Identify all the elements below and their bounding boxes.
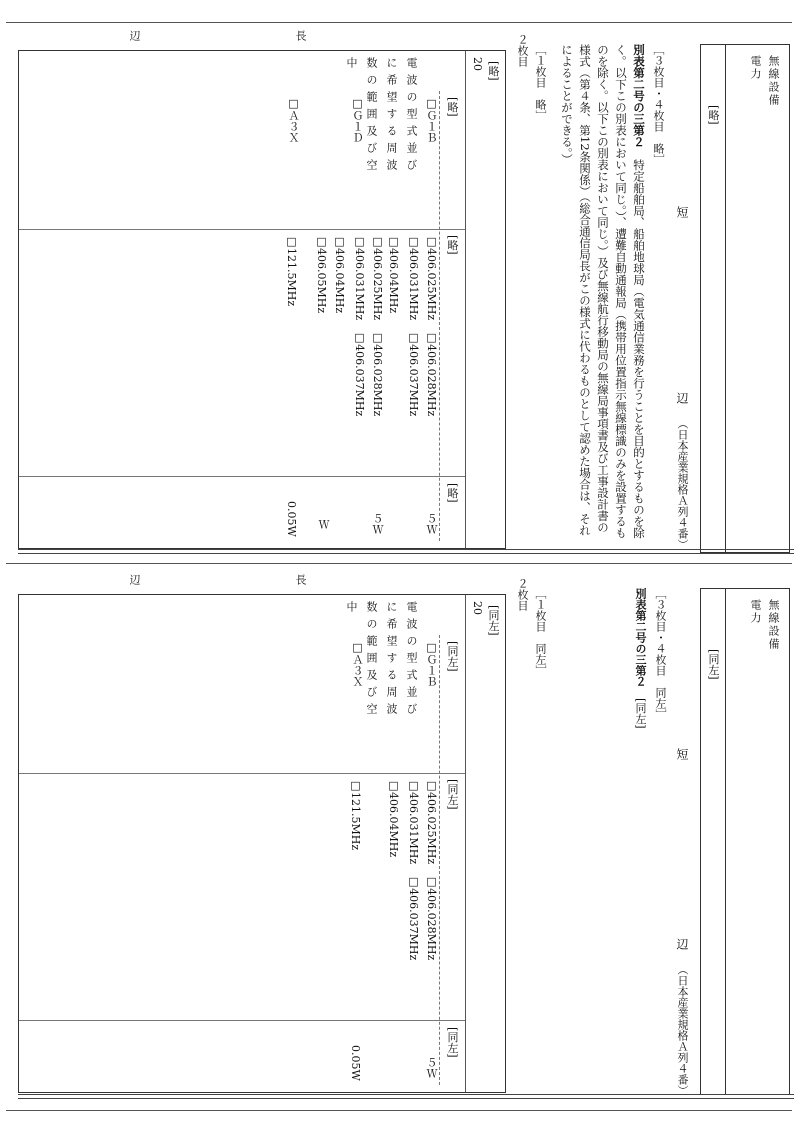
top-power-3: Ｗ (317, 519, 330, 530)
top-type-3: □Ａ３Ｘ (287, 97, 300, 143)
bottom-title-side: 辺 (675, 938, 689, 950)
top-ref-line2: ２枚目 (516, 34, 529, 67)
top-title-short: 短 (675, 206, 689, 218)
top-rule (6, 22, 792, 23)
top-ref-line1: ［１枚目 略］ (534, 44, 547, 121)
top-freq-6: □406.04MHz (333, 235, 346, 314)
top-title-side: 辺 (675, 392, 689, 404)
top-header-cap-1: 無線設備 (767, 55, 780, 107)
bottom-power-2: 0.05W (349, 1045, 362, 1081)
bottom-row-label-text: 電波の型式並びに希望する周波数の範囲及び空中 (345, 601, 418, 720)
bottom-header-cap-1: 無線設備 (767, 599, 780, 651)
bottom-freq-1: □406.025MHz □406.028MHz (425, 779, 438, 961)
top-freq-7: □406.05MHz (315, 235, 328, 314)
bottom-double-rule (18, 1094, 794, 1099)
bottom-freq-3: □406.04MHz (387, 779, 400, 858)
bottom-side-short: 辺 (128, 574, 141, 585)
bottom-heading-line (632, 588, 648, 729)
bottom-header-label: [同左] (707, 649, 720, 680)
middle-rule (6, 563, 792, 564)
top-power-1: ５Ｗ (425, 513, 438, 535)
top-page-ref: ［３枚目・４枚目 略］ (652, 44, 665, 165)
top-type-1: □Ｇ１Ｂ (425, 97, 438, 143)
top-body-text: 特定船舶局、船舶地球局（電気通信業務を行うことを目的とするものを除く。以下この別表において同じ。）、遭難自動通報局（携帯用位置指示無線標識のみを設置するものを除く。以下この別表において同じ。）及び無線航行移動局の無線局事項書及び工事設計書の様式（第４条、第12条関係）（総合通信局長がこの様式に代わるものとして認めた場合は、それによることができる。） (560, 44, 646, 539)
bottom-col2-head: [同左] (446, 641, 459, 672)
top-col1-head: [略] (487, 61, 500, 81)
bottom-col1-head: [同左] (487, 605, 500, 636)
top-col3-head: [略] (446, 235, 459, 255)
bottom-type-1: □Ｇ１Ｂ (425, 641, 438, 687)
bottom-ref-line1: ［１枚目 同左］ (534, 588, 547, 676)
bottom-heading-tail: [同左] (634, 698, 647, 729)
bottom-side-long: 長 (294, 574, 307, 585)
bottom-spec-note: （日本産業規格Ａ列４番） (676, 964, 689, 1096)
top-heading: 別表第二号の三第２ (632, 44, 646, 148)
top-col4-head: [略] (446, 483, 459, 503)
bottom-page-ref: ［３枚目・４枚目 同左］ (654, 588, 667, 720)
top-header-cap-2: 電力 (749, 55, 762, 81)
bottom-rule (6, 1110, 792, 1111)
bottom-col4-head: [同左] (446, 1027, 459, 1058)
bottom-freq-4: □121.5MHz (349, 779, 362, 851)
top-header-box (700, 44, 790, 553)
top-header-divider (725, 45, 726, 552)
bottom-header-cap-2: 電力 (749, 599, 762, 625)
bottom-heading: 別表第二号の三第２ (634, 588, 647, 687)
top-freq-3: □406.04MHz (387, 235, 400, 314)
top-col2-head: [略] (446, 97, 459, 117)
top-row-label-text: 電波の型式並びに希望する周波数の範囲及び空中 (345, 57, 418, 176)
top-body-block (548, 44, 648, 544)
bottom-freq-2: □406.031MHz □406.037MHz (407, 779, 420, 961)
top-type-2: □Ｇ１Ｄ (351, 97, 364, 143)
top-row-no: 20 (471, 57, 484, 71)
bottom-table (18, 594, 506, 1093)
bottom-ref-line2: ２枚目 (516, 578, 529, 611)
bottom-dashed-frame (19, 635, 440, 1085)
top-double-rule (18, 549, 794, 554)
bottom-title-short: 短 (675, 748, 689, 760)
top-table (18, 50, 506, 549)
top-freq-4: □406.025MHz □406.028MHz (371, 235, 384, 417)
bottom-type-2: □Ａ３Ｘ (351, 641, 364, 687)
bottom-header-box (700, 588, 790, 1095)
bottom-power-1: ５Ｗ (425, 1057, 438, 1079)
bottom-col-line-2 (19, 1020, 465, 1021)
top-spec-note: （日本産業規格Ａ列４番） (676, 418, 689, 550)
top-side-long: 長 (294, 30, 307, 41)
top-freq-2: □406.031MHz □406.037MHz (407, 235, 420, 417)
top-power-4: 0.05W (285, 501, 298, 537)
bottom-col-line-1 (19, 773, 465, 774)
top-power-2: ５Ｗ (371, 513, 384, 535)
top-header-label: [略] (707, 105, 720, 125)
top-col-line-1 (19, 229, 465, 230)
bottom-row-no: 20 (471, 601, 484, 615)
bottom-row-divider (465, 595, 466, 1092)
top-freq-1: □406.025MHz □406.028MHz (425, 235, 438, 417)
top-freq-5: □406.031MHz □406.037MHz (353, 235, 366, 417)
top-side-short: 辺 (128, 30, 141, 41)
bottom-col3-head: [同左] (446, 779, 459, 810)
top-col-line-2 (19, 476, 465, 477)
top-row-divider (465, 51, 466, 548)
top-freq-8: □121.5MHz (285, 235, 298, 307)
bottom-header-divider (725, 589, 726, 1094)
